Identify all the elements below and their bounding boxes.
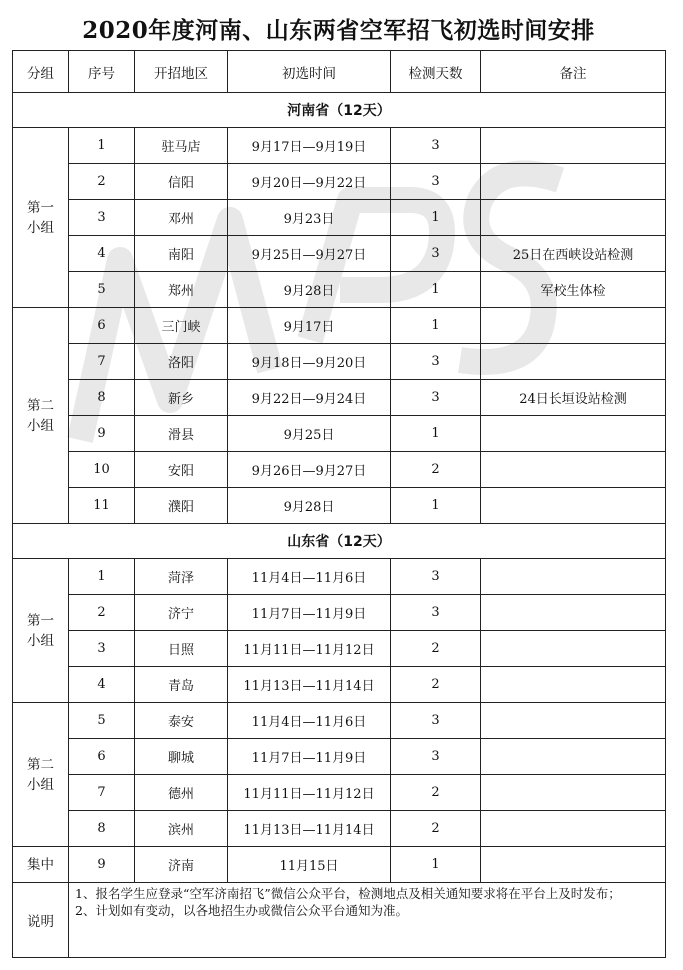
remark-cell [481,559,666,595]
time-cell: 11月11日—11月12日 [228,631,391,667]
seq-cell: 4 [69,667,135,703]
table-row [13,452,666,488]
remark-cell [481,703,666,739]
seq-cell: 7 [69,344,135,380]
region-cell: 新乡 [135,380,228,416]
province-title: 山东省（12天） [13,524,666,559]
notes-text [69,883,666,958]
region-cell: 滨州 [135,811,228,847]
days-cell: 1 [391,200,481,236]
group-cell: 第二 小组 [13,308,69,524]
group-cell: 第一 小组 [13,128,69,308]
header-time: 初选时间 [228,51,391,93]
seq-cell: 5 [69,272,135,308]
table-row [13,703,666,739]
time-cell: 11月7日—11月9日 [228,595,391,631]
table-row [13,775,666,811]
region-cell: 济宁 [135,595,228,631]
region-cell: 信阳 [135,164,228,200]
table-row [13,847,666,883]
time-cell: 9月22日—9月24日 [228,380,391,416]
seq-cell: 1 [69,559,135,595]
seq-cell: 1 [69,128,135,164]
days-cell: 3 [391,559,481,595]
time-cell: 9月17日 [228,308,391,344]
time-cell: 11月13日—11月14日 [228,667,391,703]
table-row [13,236,666,272]
remark-cell [481,739,666,775]
seq-cell: 5 [69,703,135,739]
region-cell: 洛阳 [135,344,228,380]
header-row [13,51,666,93]
table-row [13,164,666,200]
seq-cell: 11 [69,488,135,524]
note-line-1: 1、报名学生应登录“空军济南招飞”微信公众平台，检测地点及相关通知要求将在平台上及时发布； [75,886,621,901]
table-row [13,344,666,380]
days-cell: 2 [391,667,481,703]
table-row [13,308,666,344]
days-cell: 2 [391,452,481,488]
region-cell: 驻马店 [135,128,228,164]
region-cell: 青岛 [135,667,228,703]
seq-cell: 8 [69,811,135,847]
table-row [13,488,666,524]
region-cell: 邓州 [135,200,228,236]
remark-cell [481,847,666,883]
group-cell: 集中 [13,847,69,883]
time-cell: 11月4日—11月6日 [228,559,391,595]
region-cell: 聊城 [135,739,228,775]
remark-cell [481,128,666,164]
seq-cell: 8 [69,380,135,416]
table-row [13,272,666,308]
days-cell: 2 [391,631,481,667]
province-title: 河南省（12天） [13,93,666,128]
seq-cell: 10 [69,452,135,488]
days-cell: 3 [391,344,481,380]
time-cell: 9月25日—9月27日 [228,236,391,272]
header-seq: 序号 [69,51,135,93]
time-cell: 11月15日 [228,847,391,883]
table-row [13,380,666,416]
table-row [13,667,666,703]
group-cell: 第二 小组 [13,703,69,847]
seq-cell: 9 [69,416,135,452]
remark-cell [481,488,666,524]
note-line-2: 2、计划如有变动，以各地招生办或微信公众平台通知为准。 [75,903,408,918]
notes-label: 说明 [13,883,69,958]
days-cell: 3 [391,164,481,200]
time-cell: 9月23日 [228,200,391,236]
remark-cell: 25日在西峡设站检测 [481,236,666,272]
remark-cell [481,308,666,344]
table-row [13,128,666,164]
remark-cell [481,595,666,631]
days-cell: 1 [391,272,481,308]
table-row [13,739,666,775]
time-cell: 9月25日 [228,416,391,452]
document [12,12,665,958]
remark-cell [481,200,666,236]
time-cell: 11月7日—11月9日 [228,739,391,775]
days-cell: 1 [391,488,481,524]
days-cell: 1 [391,847,481,883]
region-cell: 菏泽 [135,559,228,595]
region-cell: 泰安 [135,703,228,739]
seq-cell: 3 [69,631,135,667]
region-cell: 滑县 [135,416,228,452]
time-cell: 9月18日—9月20日 [228,344,391,380]
header-days: 检测天数 [391,51,481,93]
days-cell: 2 [391,775,481,811]
table-row [13,416,666,452]
seq-cell: 4 [69,236,135,272]
region-cell: 日照 [135,631,228,667]
header-remark: 备注 [481,51,666,93]
table-row [13,811,666,847]
notes-row [13,883,666,958]
header-group: 分组 [13,51,69,93]
days-cell: 2 [391,811,481,847]
days-cell: 3 [391,739,481,775]
days-cell: 3 [391,128,481,164]
remark-cell [481,775,666,811]
remark-cell: 24日长垣设站检测 [481,380,666,416]
table-row [13,200,666,236]
region-cell: 德州 [135,775,228,811]
days-cell: 3 [391,595,481,631]
region-cell: 郑州 [135,272,228,308]
table-row [13,631,666,667]
seq-cell: 6 [69,739,135,775]
remark-cell [481,416,666,452]
table-row [13,559,666,595]
seq-cell: 3 [69,200,135,236]
remark-cell: 军校生体检 [481,272,666,308]
group-cell: 第一 小组 [13,559,69,703]
header-region: 开招地区 [135,51,228,93]
time-cell: 11月4日—11月6日 [228,703,391,739]
time-cell: 9月26日—9月27日 [228,452,391,488]
time-cell: 11月13日—11月14日 [228,811,391,847]
remark-cell [481,667,666,703]
days-cell: 3 [391,380,481,416]
seq-cell: 9 [69,847,135,883]
page-title: 2020年度河南、山东两省空军招飞初选时间安排 [82,17,595,44]
time-cell: 9月20日—9月22日 [228,164,391,200]
time-cell: 9月17日—9月19日 [228,128,391,164]
remark-cell [481,344,666,380]
days-cell: 3 [391,703,481,739]
remark-cell [481,452,666,488]
seq-cell: 6 [69,308,135,344]
province-row-henan [13,93,666,128]
table-row [13,595,666,631]
region-cell: 安阳 [135,452,228,488]
region-cell: 濮阳 [135,488,228,524]
seq-cell: 2 [69,164,135,200]
time-cell: 9月28日 [228,272,391,308]
region-cell: 济南 [135,847,228,883]
days-cell: 1 [391,416,481,452]
remark-cell [481,811,666,847]
remark-cell [481,631,666,667]
days-cell: 1 [391,308,481,344]
days-cell: 3 [391,236,481,272]
remark-cell [481,164,666,200]
time-cell: 9月28日 [228,488,391,524]
schedule-table [12,50,666,958]
region-cell: 三门峡 [135,308,228,344]
region-cell: 南阳 [135,236,228,272]
seq-cell: 2 [69,595,135,631]
time-cell: 11月11日—11月12日 [228,775,391,811]
province-row-shandong [13,524,666,559]
seq-cell: 7 [69,775,135,811]
